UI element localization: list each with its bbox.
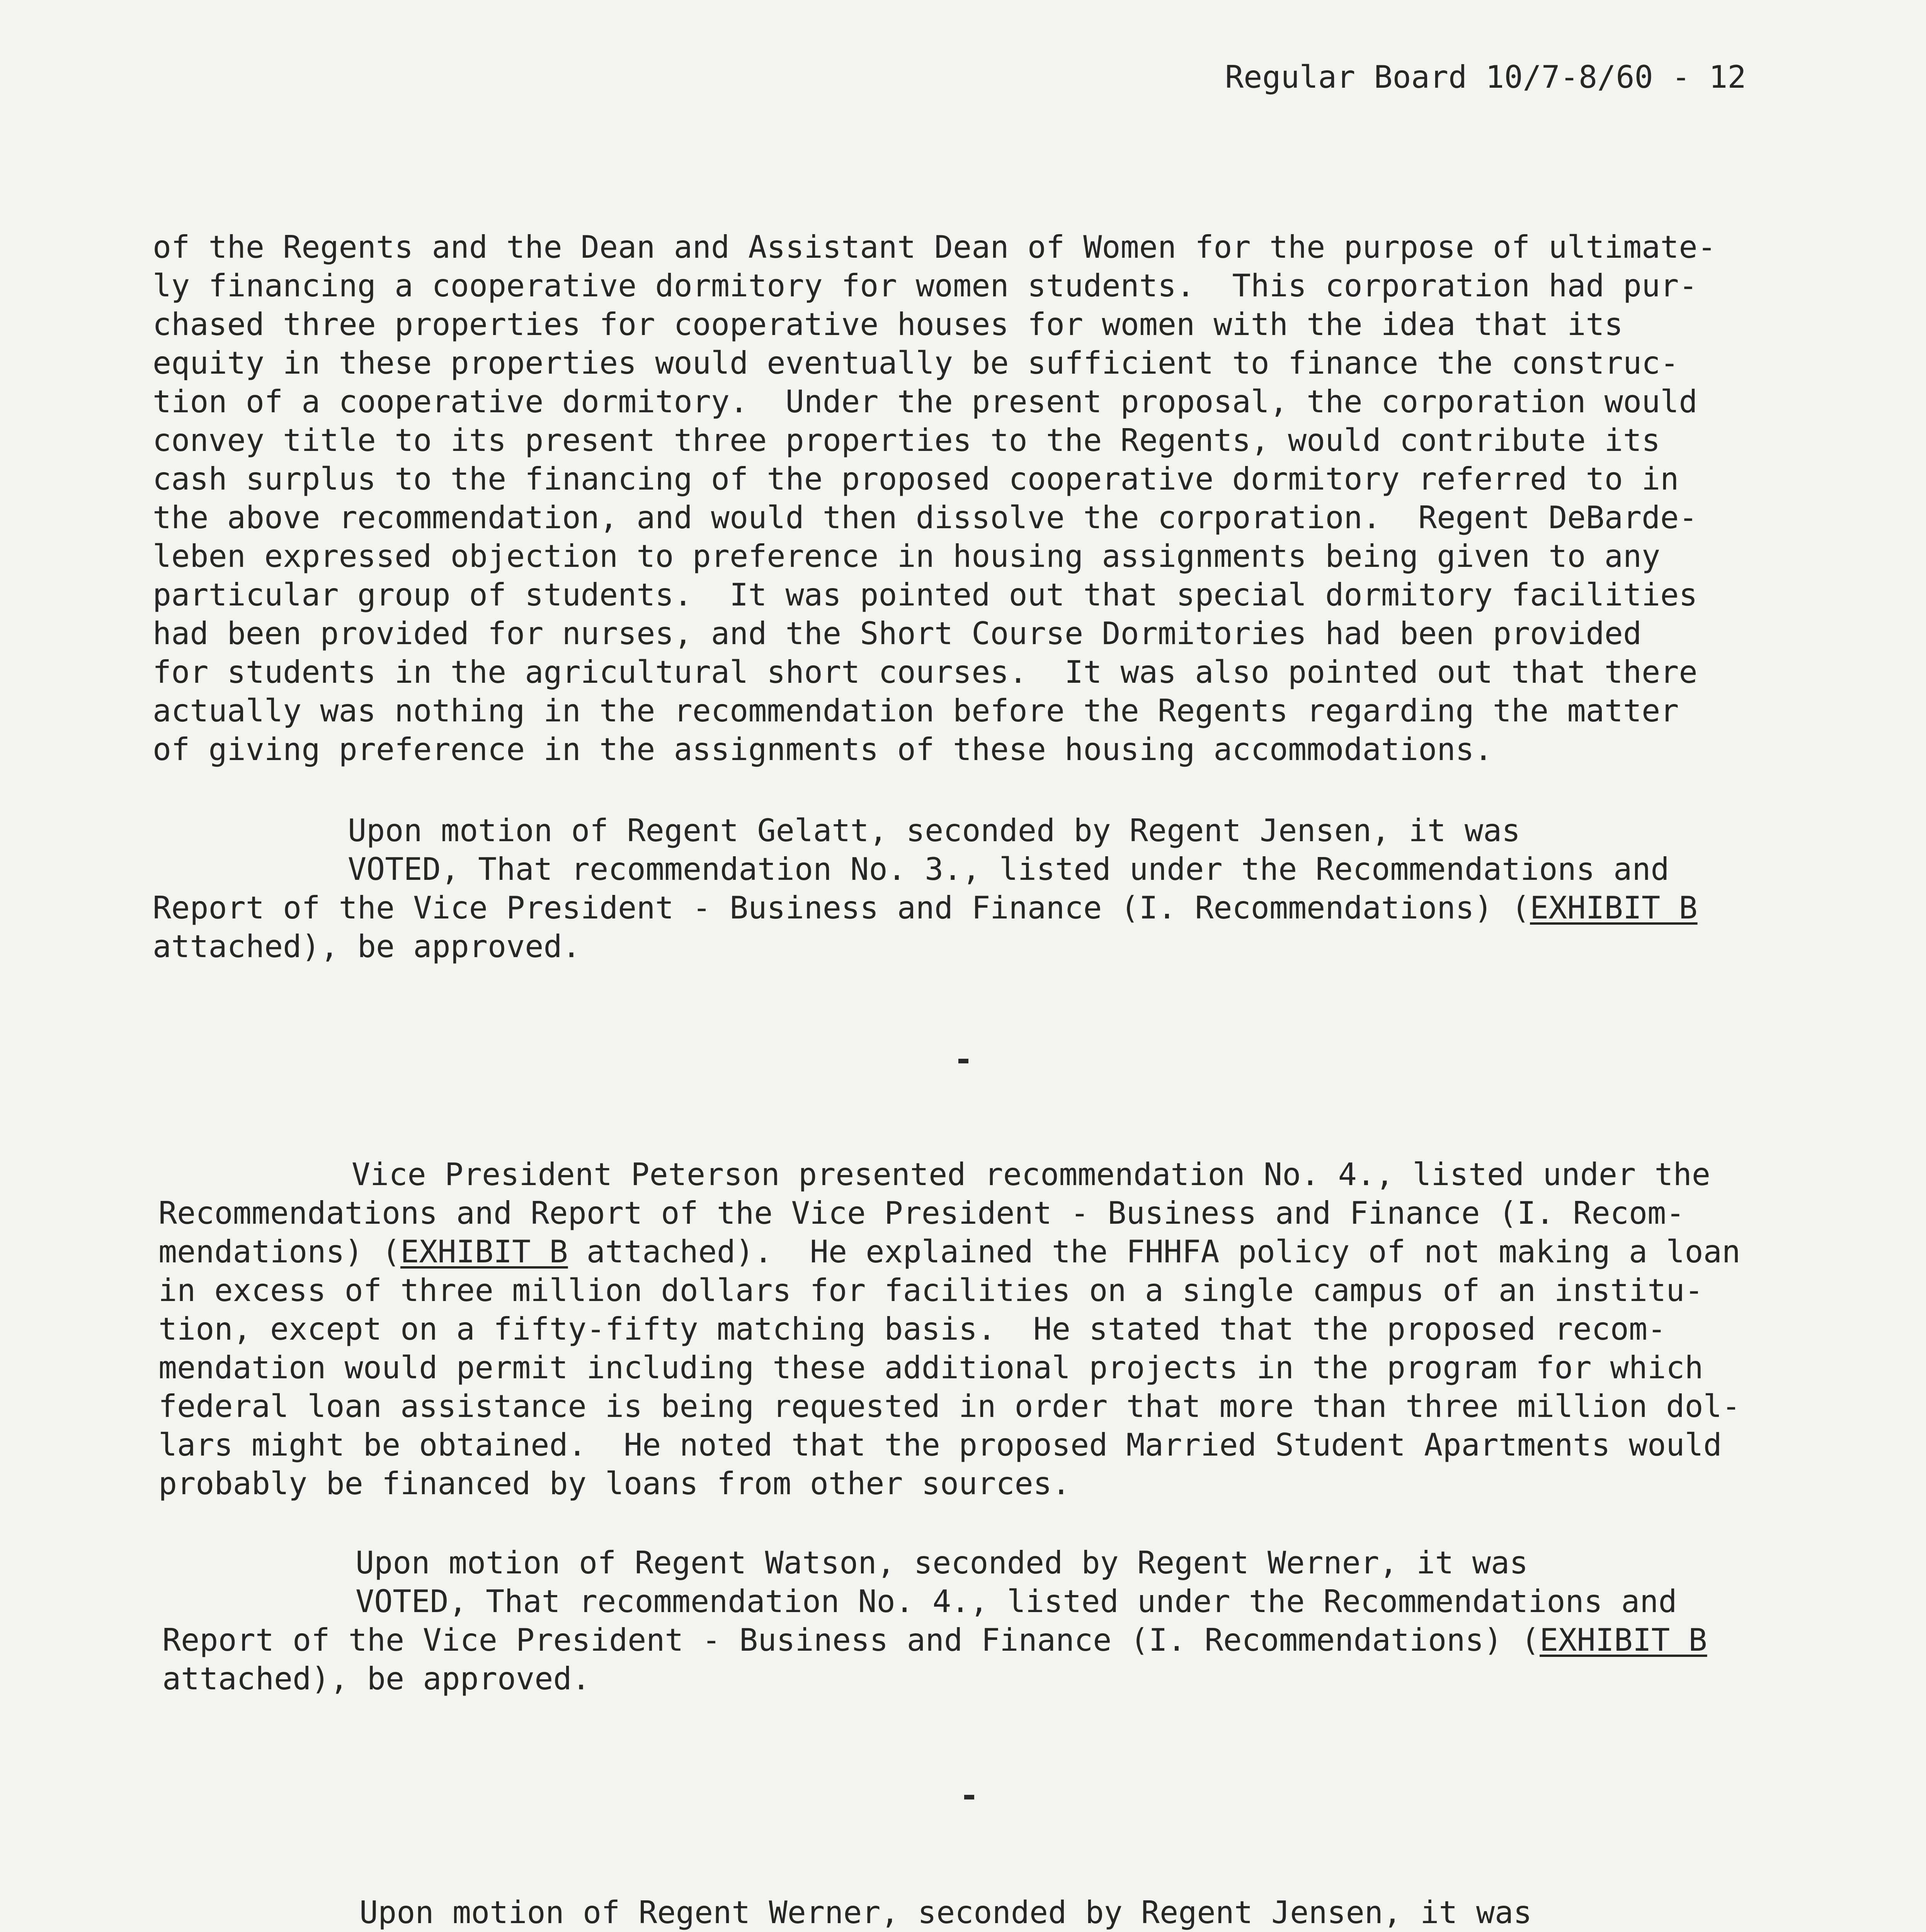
- text-span: Report of the Vice President - Business and Finance (I. Recommendations) (: [162, 1622, 1540, 1658]
- text-line: [162, 1621, 1707, 1660]
- text-line: of the Regents and the Dean and Assistant Dean of Women for the purpose of ultimate-: [153, 229, 1716, 265]
- text-line: of giving preference in the assignments of these housing accommodations.: [153, 731, 1493, 767]
- text-line: equity in these properties would eventually be sufficient to finance the construc-: [153, 345, 1679, 381]
- section-separator-dash: [958, 1059, 968, 1063]
- text-line: mendation would permit including these additional projects in the program for which: [158, 1350, 1703, 1386]
- text-line: chased three properties for cooperative houses for women with the idea that its: [153, 306, 1623, 342]
- text-line: VOTED, That recommendation No. 4., listed under the Recommendations and: [356, 1583, 1677, 1619]
- text-line: cash surplus to the financing of the proposed cooperative dormitory referred to in: [153, 461, 1679, 497]
- text-line: convey title to its present three properties to the Regents, would contribute its: [153, 422, 1661, 458]
- text-line: Vice President Peterson presented recommendation No. 4., listed under the: [352, 1156, 1710, 1192]
- text-line: leben expressed objection to preference in housing assignments being given to any: [153, 538, 1661, 574]
- text-line: federal loan assistance is being requested in order that more than three million dol-: [158, 1388, 1741, 1424]
- exhibit-reference: EXHIBIT B: [1530, 890, 1698, 926]
- text-line: Recommendations and Report of the Vice President - Business and Finance (I. Recom-: [158, 1195, 1685, 1231]
- text-line: the above recommendation, and would then dissolve the corporation. Regent DeBarde-: [153, 500, 1698, 536]
- text-line: Upon motion of Regent Gelatt, seconded by Regent Jensen, it was: [348, 813, 1521, 849]
- text-line: lars might be obtained. He noted that the proposed Married Student Apartments would: [158, 1427, 1722, 1463]
- exhibit-reference: EXHIBIT B: [1540, 1622, 1707, 1658]
- text-line: Upon motion of Regent Werner, seconded by Regent Jensen, it was: [359, 1895, 1532, 1930]
- text-line: attached), be approved.: [153, 929, 581, 964]
- text-line: [158, 1233, 1741, 1271]
- text-line: VOTED, That recommendation No. 3., listed under the Recommendations and: [348, 851, 1669, 887]
- text-line: tion, except on a fifty-fifty matching basis. He stated that the proposed recom-: [158, 1311, 1666, 1347]
- text-line: attached), be approved.: [162, 1661, 590, 1697]
- text-line: actually was nothing in the recommendation before the Regents regarding the matter: [153, 693, 1679, 729]
- text-span: Report of the Vice President - Business and Finance (I. Recommendations) (: [153, 890, 1530, 926]
- text-line: in excess of three million dollars for facilities on a single campus of an institu-: [158, 1272, 1703, 1308]
- text-line: particular group of students. It was pointed out that special dormitory facilities: [153, 577, 1698, 613]
- text-line: tion of a cooperative dormitory. Under the present proposal, the corporation would: [153, 384, 1698, 420]
- text-line: Upon motion of Regent Watson, seconded by Regent Werner, it was: [356, 1545, 1528, 1581]
- text-line: ly financing a cooperative dormitory for women students. This corporation had pur-: [153, 268, 1698, 304]
- text-span: attached). He explained the FHHFA policy of not making a loan: [568, 1234, 1741, 1270]
- text-line: had been provided for nurses, and the Short Course Dormitories had been provided: [153, 616, 1642, 651]
- text-line: probably be financed by loans from other sources.: [158, 1466, 1071, 1502]
- exhibit-reference: EXHIBIT B: [400, 1234, 568, 1270]
- page-header: Regular Board 10/7-8/60 - 12: [1225, 59, 1746, 95]
- text-line: for students in the agricultural short courses. It was also pointed out that there: [153, 654, 1698, 690]
- section-separator-dash: [964, 1795, 974, 1799]
- text-span: mendations) (: [158, 1234, 401, 1270]
- text-line: [153, 889, 1698, 927]
